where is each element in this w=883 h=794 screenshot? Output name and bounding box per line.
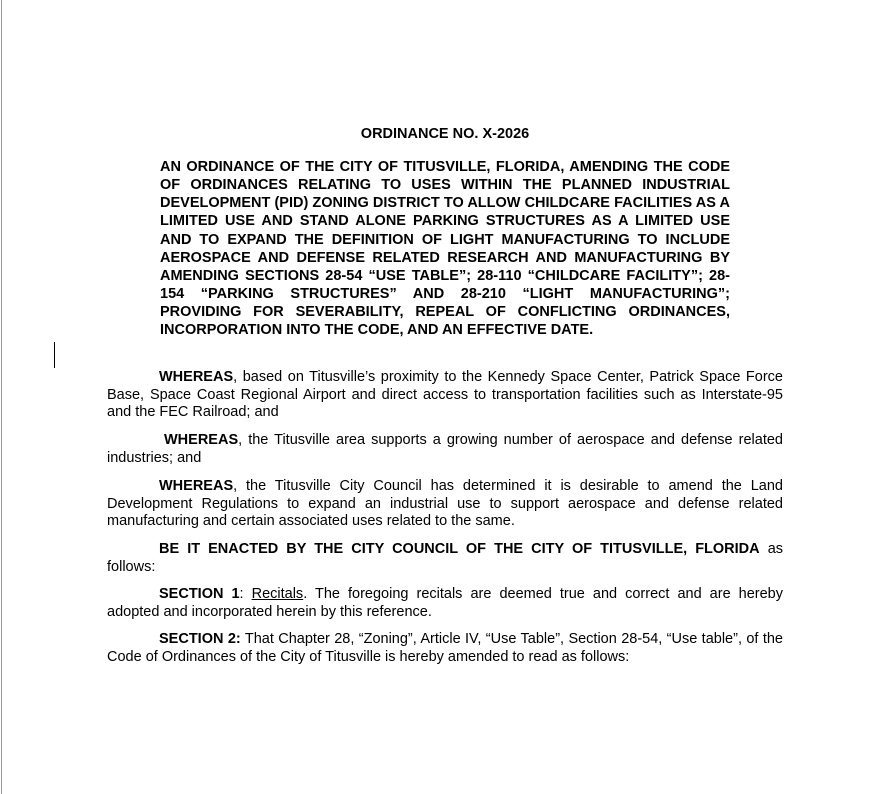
ordinance-summary: AN ORDINANCE OF THE CITY OF TITUSVILLE, FLORIDA, AMENDING THE CODE OF ORDINANCES RELATING TO USES WITHIN THE PLANNED INDUSTRIAL DEVELOPMENT (PID) ZONING DISTRICT TO ALLOW CHILDCARE FACILITIES AS A LIMITED USE AND STAND ALONE PARKING STRUCTURES AS A LIMITED USE AND TO EXPAND THE DEFINITION OF LIGHT MANUFACTURING TO INCLUDE AEROSPACE AND DEFENSE RELATED RESEARCH AND MANUFACTURING BY AMENDING SECTIONS 28-54 “USE TABLE”; 28-110 “CHILDCARE FACILITY”; 28-154 “PARKING STRUCTURES” AND 28-210 “LIGHT MANUFACTURING”; PROVIDING FOR SEVERABILITY, REPEAL OF CONFLICTING ORDINANCES, INCORPORATION INTO THE CODE, AND AN EFFECTIVE DATE.	[160, 159, 730, 339]
whereas-paragraph-3	[107, 478, 783, 531]
section-2-paragraph	[107, 631, 783, 666]
section-1-text: . The foregoing recitals are deemed true and correct and are hereby adopted and incorporated herein by this reference.	[107, 586, 783, 620]
ordinance-title: ORDINANCE NO. X-2026	[360, 126, 530, 142]
whereas-text: , the Titusville City Council has determined it is desirable to amend the Land Development Regulations to expand an industrial use to support aerospace and defense related manufacturing and certain associated uses related to the same.	[107, 478, 783, 530]
section-1-heading: Recitals	[251, 586, 304, 602]
text-cursor	[54, 342, 55, 368]
enacting-lead: BE IT ENACTED BY THE CITY COUNCIL OF THE CITY OF TITUSVILLE, FLORIDA	[159, 541, 760, 557]
whereas-text: , based on Titusville’s proximity to the Kennedy Space Center, Patrick Space Force Base, Space Coast Regional Airport and direct access to transportation facilities such as Interstate-95 and the FEC Railroad; and	[107, 369, 783, 421]
section-1-separator: :	[239, 586, 252, 602]
whereas-text: , the Titusville area supports a growing number of aerospace and defense related industries; and	[107, 432, 783, 466]
whereas-lead: WHEREAS	[164, 432, 239, 448]
section-1-label: SECTION 1	[159, 586, 240, 602]
section-1-paragraph	[107, 586, 783, 621]
enacting-clause	[107, 541, 783, 576]
section-2-label: SECTION 2:	[159, 631, 241, 647]
enacting-text: as follows:	[107, 541, 784, 575]
section-2-text: That Chapter 28, “Zoning”, Article IV, “Use Table”, Section 28-54, “Use table”, of the Code of Ordinances of the City of Titusville is hereby amended to read as follows:	[107, 631, 783, 665]
whereas-paragraph-1	[107, 369, 783, 422]
whereas-lead: WHEREAS	[159, 369, 234, 385]
page-left-edge	[1, 0, 2, 794]
whereas-lead: WHEREAS	[159, 478, 234, 494]
whereas-paragraph-2	[107, 432, 783, 467]
